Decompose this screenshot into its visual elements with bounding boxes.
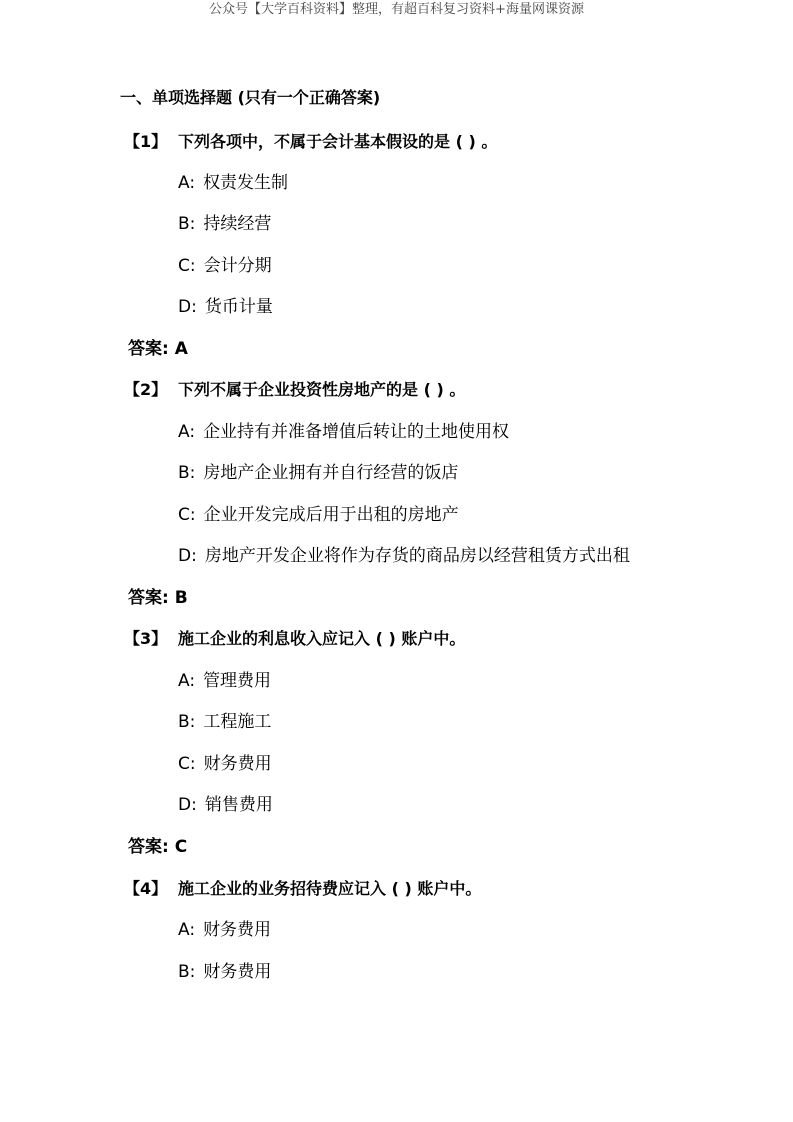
question-text: 施工企业的业务招待费应记入 ( ) 账户中。 xyxy=(178,879,482,898)
question-text: 下列不属于企业投资性房地产的是 ( ) 。 xyxy=(178,380,466,399)
question-text: 施工企业的利息收入应记入 ( ) 账户中。 xyxy=(178,629,466,648)
question-number: 【4】 xyxy=(124,879,168,898)
option-text: 财务费用 xyxy=(203,962,272,982)
question-number: 【1】 xyxy=(124,132,168,151)
option-letter: B: xyxy=(178,463,196,483)
option-text: 管理费用 xyxy=(203,671,272,691)
option-text: 企业持有并准备增值后转让的土地使用权 xyxy=(203,422,510,442)
option-letter: C: xyxy=(178,754,196,774)
answer-label: 答案: xyxy=(128,339,169,359)
option-c xyxy=(178,752,272,776)
option-text: 房地产开发企业将作为存货的商品房以经营租赁方式出租 xyxy=(204,546,630,566)
option-b xyxy=(178,710,271,734)
option-text: 销售费用 xyxy=(204,795,273,815)
answer-label: 答案: xyxy=(128,837,169,857)
option-text: 财务费用 xyxy=(203,920,272,940)
option-letter: C: xyxy=(178,256,196,276)
option-d xyxy=(178,793,273,817)
option-letter: B: xyxy=(178,214,196,234)
option-d xyxy=(178,295,273,319)
question-text: 下列各项中，不属于会计基本假设的是 ( ) 。 xyxy=(178,132,498,151)
option-letter: C: xyxy=(178,505,196,525)
option-letter: D: xyxy=(178,546,197,566)
question-2 xyxy=(124,378,465,402)
page-header: 公众号【大学百科资料】整理，有超百科复习资料+海量网课资源 xyxy=(209,2,584,17)
question-3 xyxy=(124,627,465,651)
option-text: 财务费用 xyxy=(203,754,272,774)
option-letter: A: xyxy=(178,671,196,691)
option-letter: D: xyxy=(178,297,197,317)
option-text: 会计分期 xyxy=(203,256,272,276)
question-4 xyxy=(124,877,481,901)
option-b xyxy=(178,461,458,485)
option-letter: B: xyxy=(178,962,196,982)
answer-value: A xyxy=(174,339,188,359)
answer-3 xyxy=(128,835,187,859)
option-letter: D: xyxy=(178,795,197,815)
answer-2 xyxy=(128,586,188,610)
option-text: 货币计量 xyxy=(204,297,273,317)
question-number: 【2】 xyxy=(124,380,168,399)
option-b xyxy=(178,960,271,984)
option-b xyxy=(178,212,271,236)
option-d xyxy=(178,544,630,568)
option-letter: A: xyxy=(178,173,196,193)
option-letter: A: xyxy=(178,422,196,442)
option-letter: A: xyxy=(178,920,196,940)
option-text: 权责发生制 xyxy=(203,173,289,193)
section-title: 一、单项选择题 (只有一个正确答案) xyxy=(120,88,381,107)
option-a xyxy=(178,420,509,444)
answer-1 xyxy=(128,337,188,361)
option-c xyxy=(178,503,459,527)
option-a xyxy=(178,669,271,693)
option-c xyxy=(178,254,272,278)
question-1 xyxy=(124,130,497,154)
option-text: 工程施工 xyxy=(203,712,272,732)
answer-value: B xyxy=(174,588,188,608)
option-a xyxy=(178,918,271,942)
question-number: 【3】 xyxy=(124,629,168,648)
option-a xyxy=(178,171,288,195)
option-text: 房地产企业拥有并自行经营的饭店 xyxy=(203,463,459,483)
answer-value: C xyxy=(174,837,188,857)
option-text: 企业开发完成后用于出租的房地产 xyxy=(203,505,459,525)
option-text: 持续经营 xyxy=(203,214,272,234)
answer-label: 答案: xyxy=(128,588,169,608)
option-letter: B: xyxy=(178,712,196,732)
